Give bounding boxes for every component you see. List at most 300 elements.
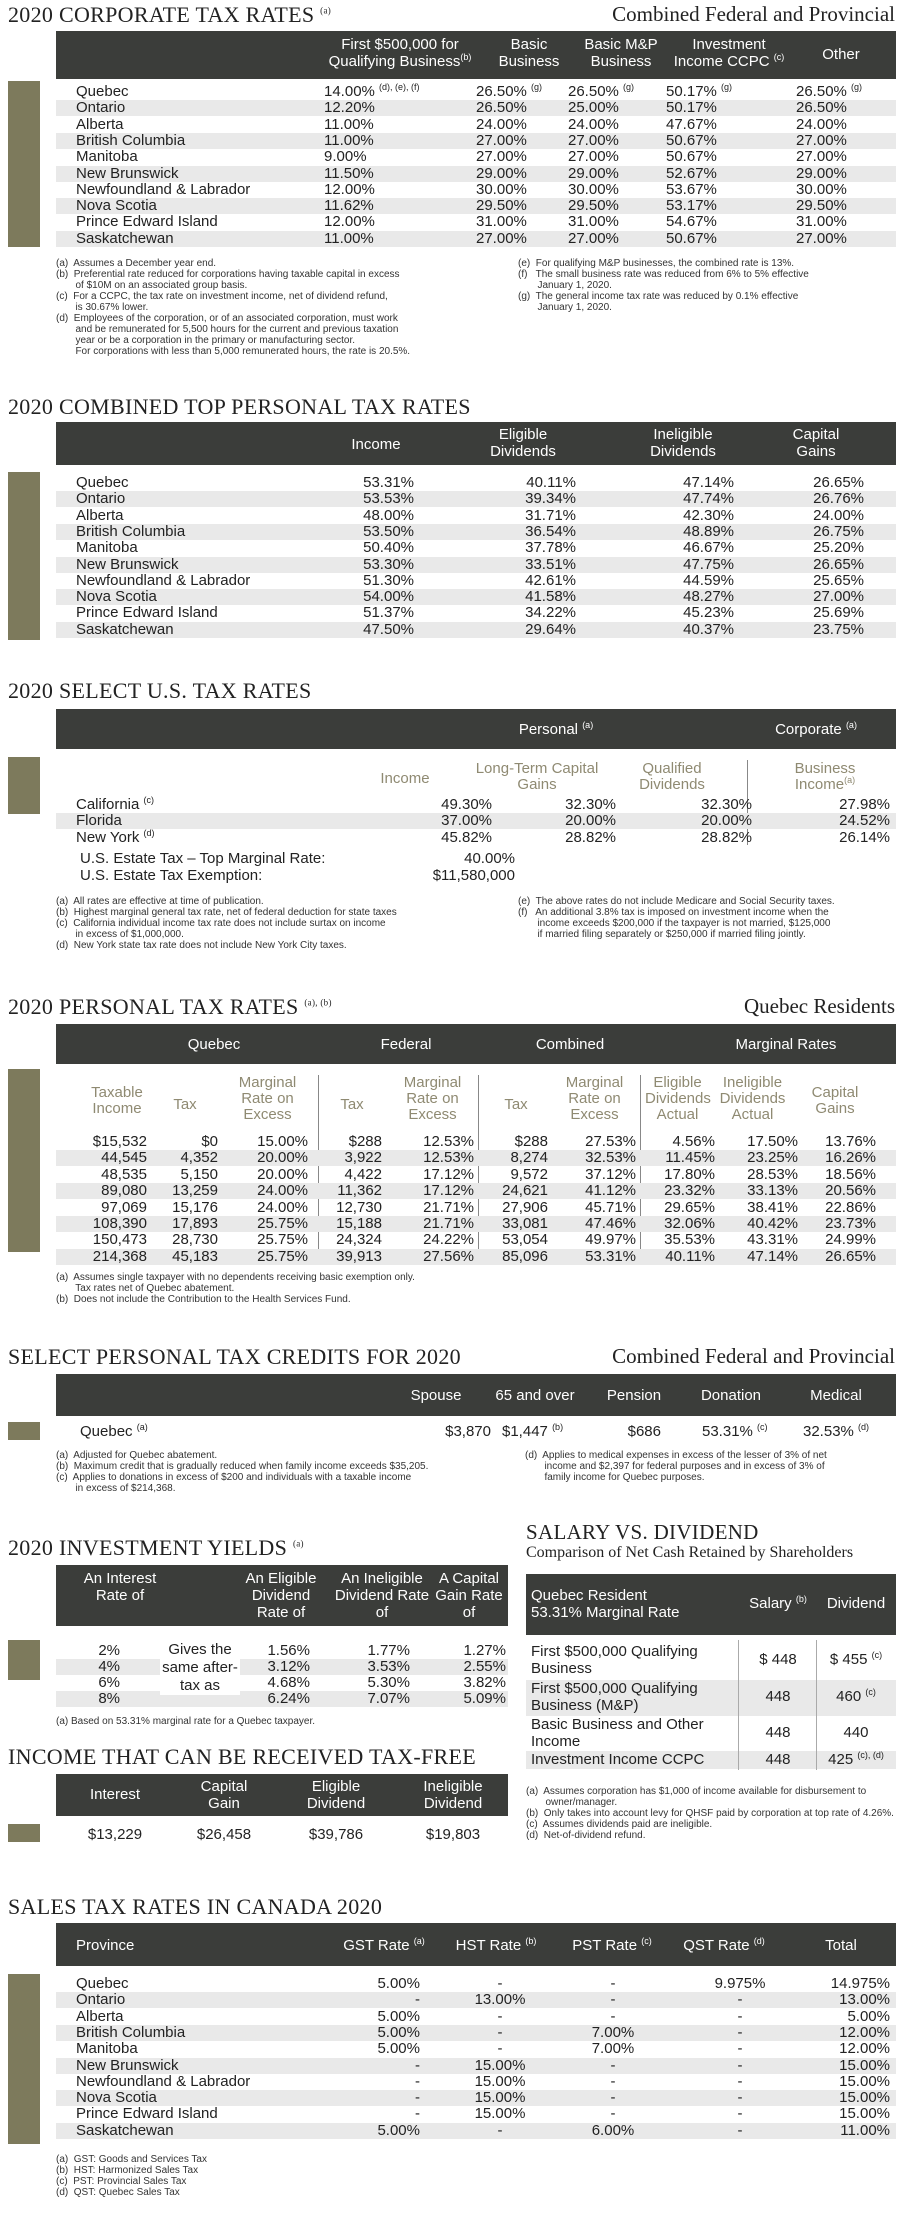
cell: 47.14% [747, 1247, 798, 1265]
row-label: Basic Business and Other Income [531, 1716, 704, 1750]
cell: - [737, 2040, 743, 2058]
table-row [56, 166, 896, 182]
table-row [56, 540, 896, 556]
col-header: Marginal Rate on Excess [403, 1074, 462, 1123]
table-row [56, 622, 896, 638]
cell: 11.00% [840, 2121, 890, 2139]
cell: 2% [98, 1642, 120, 1659]
cell: 48.89% [683, 522, 734, 540]
province-label: Quebec [76, 474, 129, 491]
cell [666, 166, 717, 182]
cell-text: 25.00% [568, 99, 619, 117]
footnote-line: (c) For a CCPC, the tax rate on investment income, net of dividend refund, [56, 291, 388, 302]
cell: $19,803 [425, 1826, 481, 1843]
cell-text: 425 [828, 1751, 854, 1768]
table-row [56, 1249, 896, 1265]
col-header: Qualified Dividends [639, 760, 705, 793]
state-label-text: California [76, 796, 140, 813]
cell: 32.53% [585, 1149, 636, 1167]
province-label: New Brunswick [76, 555, 179, 573]
col-header: Marginal Rate on Excess [565, 1074, 624, 1123]
cell: - [610, 2056, 616, 2074]
cell: 53.53% [363, 490, 414, 508]
table-row [56, 1827, 508, 1843]
province-label: New Brunswick [76, 164, 179, 182]
cell: 24.99% [825, 1231, 876, 1249]
cell: 3,922 [344, 1149, 382, 1167]
cell: 32.06% [664, 1215, 715, 1232]
footnote-line: income and $2,397 for federal purposes and in excess of 3% of [525, 1461, 825, 1472]
cell: $15,532 [92, 1133, 147, 1150]
cell: 23.32% [664, 1182, 715, 1200]
cell: 6% [98, 1674, 120, 1691]
cell-text: 12.00% [324, 180, 375, 198]
table-header [56, 1374, 896, 1416]
section-title: INCOME THAT CAN BE RECEIVED TAX-FREE [8, 1744, 476, 1769]
cell: 25.69% [813, 604, 864, 622]
cell: 22.86% [825, 1198, 876, 1216]
table-header [526, 1574, 896, 1635]
cell: 47.50% [363, 620, 414, 638]
table-row [56, 1150, 896, 1166]
cell-text: $1,447 [502, 1423, 548, 1440]
table-row [526, 1680, 896, 1716]
cell [568, 231, 619, 247]
section-subtitle: Combined Federal and Provincial [612, 2, 895, 26]
section-title: 2020 COMBINED TOP PERSONAL TAX RATES [8, 394, 471, 419]
col-header [314, 36, 486, 70]
cell: $39,786 [308, 1826, 364, 1843]
cell [666, 214, 717, 230]
cell [476, 214, 527, 230]
cell: 40.11% [526, 474, 576, 491]
province-label: Alberta [76, 506, 124, 524]
cell: 150,473 [92, 1231, 147, 1249]
cell: 26.75% [813, 522, 864, 540]
col-header: Interest [89, 1786, 141, 1803]
state-label-sup: (c) [143, 795, 155, 805]
footnote-line: (b) Does not include the Contribution to the Health Services Fund. [56, 1294, 351, 1305]
province-label: Alberta [76, 2007, 124, 2025]
cell-text: 31.00% [568, 213, 619, 231]
cell: 20.00% [257, 1165, 308, 1183]
footnote-line: (a) Assumes a December year end. [56, 258, 217, 269]
cell-text: 29.00% [796, 164, 847, 182]
cell: 47.14% [683, 474, 734, 491]
footnotes-right [518, 896, 898, 940]
cell: 42.30% [683, 506, 734, 524]
footnote-line: in excess of $1,000,000. [56, 929, 184, 940]
footnotes-left [56, 1450, 496, 1494]
cell: 40.42% [747, 1215, 798, 1232]
cell-text: 12.20% [324, 99, 375, 117]
footnote-line: if married filing separately or $250,000 if married filing jointly. [518, 929, 806, 940]
cell: 5,150 [180, 1165, 218, 1183]
cell: 53.50% [363, 522, 414, 540]
cell: 41.12% [585, 1182, 636, 1200]
cell: 34.22% [525, 604, 576, 622]
cell-text: 26.50% [796, 99, 847, 117]
cell: 24.22% [423, 1231, 474, 1249]
cell [666, 231, 717, 247]
cell: 6.24% [267, 1690, 310, 1707]
cell: 20.00% [701, 812, 752, 830]
cell [324, 100, 375, 116]
cell-text: 26.50% [476, 99, 527, 117]
table-row [56, 1643, 508, 1659]
cell: 20.00% [565, 812, 616, 830]
cell [568, 149, 619, 165]
cell: 5.00% [377, 2040, 420, 2058]
footnote-line: (d) New York state tax rate does not include New York City taxes. [56, 940, 347, 951]
cell: 27.53% [585, 1133, 636, 1150]
cell-text: 50.67% [666, 229, 717, 247]
footnote-line: (a) All rates are effective at time of publication. [56, 896, 264, 907]
col-header: Capital Gains [792, 426, 840, 460]
cell-text: 30.00% [476, 180, 527, 198]
table-row [56, 1167, 896, 1183]
province-label: Newfoundland & Labrador [76, 180, 251, 198]
section-title [8, 994, 332, 1020]
table-row [56, 589, 896, 605]
estate-exemption-row [80, 867, 515, 884]
cell: 12.00% [839, 2023, 890, 2041]
col-header: Long-Term Capital Gains [475, 760, 599, 793]
cell: 17.50% [747, 1133, 798, 1150]
cell: 43.31% [747, 1231, 798, 1249]
cell: - [610, 2105, 616, 2123]
cell [702, 1424, 768, 1440]
col-header: Ineligible Dividends Actual [719, 1074, 786, 1123]
cell: 24,621 [502, 1182, 548, 1200]
footnote-line: (d) QST: Quebec Sales Tax [56, 2187, 180, 2198]
table-row [56, 573, 896, 589]
cell: 12.53% [423, 1149, 474, 1167]
cell-text: 50.17% [666, 99, 717, 117]
footnotes-left [56, 258, 456, 357]
estate-value: $11,580,000 [432, 867, 515, 884]
cell: 27.98% [839, 796, 890, 813]
table-row [56, 827, 896, 846]
cell: - [415, 2105, 420, 2123]
table-row [56, 491, 896, 507]
footnote-line: (b) Only takes into account levy for QHSF paid by corporation at top rate of 4.26%. [526, 1808, 894, 1819]
cell: $288 [348, 1133, 382, 1150]
cell: 13.00% [474, 1991, 526, 2009]
cell-text: 26.50% [796, 83, 847, 100]
col-header: Quebec Resident 53.31% Marginal Rate [531, 1587, 680, 1621]
cell-text: 27.00% [796, 131, 847, 149]
col-header-text: HST Rate [455, 1937, 522, 1954]
row-label [80, 1424, 148, 1440]
col-header [738, 1595, 818, 1612]
table-row [56, 1232, 896, 1248]
cell: 13.76% [825, 1133, 876, 1150]
province-label: Quebec [76, 1975, 129, 1992]
footnote-line: and be remunerated for 5,500 hours for the current and previous taxation [56, 324, 399, 335]
cell: 32.30% [565, 796, 616, 813]
province-label: Nova Scotia [76, 197, 157, 215]
group-header: Marginal Rates [735, 1036, 837, 1053]
cell: 29.64% [525, 620, 576, 638]
cell: - [737, 2105, 743, 2123]
table-row [526, 1751, 896, 1769]
cell: 26.65% [813, 555, 864, 573]
cell: 48.00% [363, 506, 414, 524]
table-header [56, 31, 896, 79]
cell: $26,458 [196, 1826, 252, 1843]
table-row [56, 231, 896, 247]
col-header-text: Business Income [794, 760, 856, 793]
cell: 24,324 [336, 1231, 382, 1249]
table-row [56, 2090, 896, 2106]
footnote-line: January 1, 2020. [518, 302, 612, 313]
table-header [56, 1923, 896, 1966]
cell: 40.11% [665, 1247, 715, 1265]
footnote-line: (e) The above rates do not include Medicare and Social Security taxes. [518, 896, 835, 907]
cell [324, 198, 374, 214]
col-header [334, 1937, 434, 1954]
table-row [56, 182, 896, 198]
cell: 45,183 [172, 1247, 218, 1265]
state-label [76, 827, 155, 846]
cell [796, 133, 847, 149]
table-header [56, 1774, 508, 1816]
cell: 44,545 [101, 1149, 147, 1167]
olive-marker [8, 81, 40, 247]
province-label: Prince Edward Island [76, 213, 218, 231]
cell: 2.55% [463, 1658, 506, 1675]
cell [568, 182, 619, 198]
group-personal [476, 721, 636, 738]
table-row [56, 475, 896, 491]
cell: - [497, 2040, 503, 2058]
table-row [56, 605, 896, 621]
cell: 47.46% [585, 1215, 636, 1232]
cell: 53.31% [363, 474, 414, 491]
group-text: Personal [518, 721, 579, 738]
footnote-line: (b) Highest marginal general tax rate, net of federal deduction for state taxes [56, 907, 397, 918]
group-text: Corporate [775, 721, 842, 738]
col-header: Donation [700, 1387, 762, 1404]
cell: 53,054 [502, 1231, 548, 1249]
cell: 49.30% [441, 796, 492, 813]
cell: 4,352 [180, 1149, 218, 1167]
province-label: Saskatchewan [76, 2121, 174, 2139]
province-label: Quebec [76, 83, 129, 100]
title-sup: (a) [292, 1538, 304, 1549]
col-header: Basic Business [498, 36, 560, 70]
section-title: 2020 SELECT U.S. TAX RATES [8, 678, 312, 703]
col-header: An Ineligible Dividend Rate of [334, 1570, 430, 1621]
row-label: First $500,000 Qualifying Business (M&P) [531, 1680, 698, 1714]
cell-text: 29.50% [568, 197, 619, 215]
cell: 214,368 [92, 1247, 147, 1265]
col-header: Eligible Dividends Actual [645, 1074, 711, 1123]
cell-text: 53.31% [702, 1423, 753, 1440]
cell: - [737, 1991, 743, 2009]
dividend-cell [816, 1724, 896, 1741]
cell: - [415, 2089, 420, 2107]
state-label-text: Florida [76, 812, 122, 830]
province-label: New Brunswick [76, 2056, 179, 2074]
cell-text: 29.50% [476, 197, 527, 215]
cell: 11.45% [665, 1149, 715, 1167]
col-header-text: GST Rate [343, 1937, 410, 1954]
cell-text: 30.00% [796, 180, 847, 198]
cell-text: 27.00% [796, 148, 847, 166]
salary-cell: 448 [765, 1688, 791, 1705]
cell-text: 460 [836, 1688, 862, 1705]
cell-sup: (d) [858, 1422, 870, 1432]
cell: 8% [98, 1690, 120, 1707]
cell: 48.27% [683, 588, 734, 606]
cell-sup: (c), (d) [857, 1750, 884, 1760]
olive-marker [8, 1640, 40, 1680]
cell: 89,080 [101, 1182, 147, 1200]
table-row [56, 1183, 896, 1199]
row-label-text: Quebec [80, 1423, 133, 1440]
estate-label: U.S. Estate Tax – Top Marginal Rate: [80, 850, 326, 867]
table-row [56, 1659, 508, 1675]
cell: 31.71% [525, 506, 576, 524]
table-row [56, 2074, 896, 2090]
table-row [56, 1216, 896, 1232]
cell [796, 198, 847, 214]
cell: 45.82% [441, 828, 492, 846]
province-label: Ontario [76, 1991, 126, 2009]
cell: $288 [514, 1133, 548, 1150]
estate-value: 40.00% [464, 850, 515, 867]
cell-text: 12.00% [324, 213, 375, 231]
cell-text: 50.17% [666, 83, 717, 100]
cell [796, 182, 847, 198]
title-text: 2020 CORPORATE TAX RATES [8, 2, 315, 27]
cell: 13.00% [839, 1991, 890, 2009]
state-label [76, 797, 154, 813]
cell-text: 50.67% [666, 131, 717, 149]
cell: 28.82% [565, 828, 616, 846]
col-header-sup: (a) [844, 775, 856, 785]
cell: 25.75% [257, 1215, 308, 1232]
footnote-line: is 30.67% lower. [56, 302, 149, 313]
cell: 14.975% [830, 1975, 890, 1992]
cell: - [610, 2007, 616, 2025]
cell: 13,259 [172, 1182, 218, 1200]
dividend-cell [816, 1688, 896, 1705]
cell: 50.40% [363, 539, 414, 557]
cell: 25.75% [257, 1231, 308, 1249]
cell: 49.97% [585, 1231, 636, 1249]
province-label: Nova Scotia [76, 588, 157, 606]
table-row [56, 1691, 508, 1707]
cell: 15.00% [257, 1133, 308, 1150]
cell [568, 100, 619, 116]
cell: - [610, 2089, 616, 2107]
footnote-line: in excess of $214,368. [56, 1483, 176, 1494]
cell: - [737, 2023, 743, 2041]
cell: 1.77% [367, 1642, 410, 1659]
province-label: Manitoba [76, 148, 138, 166]
cell [666, 149, 717, 165]
footnote-line: January 1, 2020. [518, 280, 612, 291]
col-header [562, 1937, 662, 1954]
cell-text: 53.17% [666, 197, 717, 215]
olive-marker [8, 1422, 40, 1440]
column-divider [816, 1640, 817, 1770]
cell: 33.51% [525, 555, 576, 573]
cell: 48,535 [101, 1165, 147, 1183]
cell: 41.58% [525, 588, 576, 606]
footnotes-right [518, 258, 898, 313]
cell: 32.30% [701, 796, 752, 813]
footnote-line: (a) Assumes corporation has $1,000 of income available for disbursement to [526, 1786, 867, 1797]
state-label [76, 813, 122, 829]
table-row [56, 100, 896, 116]
table-row [56, 1976, 896, 1992]
cell: 15.00% [839, 2089, 890, 2107]
table-row [56, 198, 896, 214]
cell: 12.53% [423, 1133, 474, 1150]
cell: 1.27% [463, 1642, 506, 1659]
cell [476, 166, 527, 182]
col-header-text: Investment Income CCPC [673, 36, 770, 70]
col-header: Eligible Dividends [490, 426, 556, 460]
cell [476, 182, 527, 198]
cell [324, 231, 374, 247]
cell: - [737, 2072, 743, 2090]
footnote-line: (a) GST: Goods and Services Tax [56, 2154, 207, 2165]
cell [568, 198, 619, 214]
cell-text: 50.67% [666, 148, 717, 166]
cell [796, 149, 847, 165]
cell: 15.00% [474, 2072, 526, 2090]
cell-text: 27.00% [476, 148, 527, 166]
cell: 28.82% [701, 828, 752, 846]
cell-text: 440 [843, 1724, 869, 1741]
cell-text: 31.00% [796, 213, 847, 231]
cell: 26.14% [839, 828, 890, 846]
cell-text: 27.00% [568, 148, 619, 166]
section-title: SALARY VS. DIVIDEND [526, 1520, 759, 1544]
footnote-line: (c) Assumes dividends paid are ineligible. [526, 1819, 713, 1830]
cell: - [610, 2072, 616, 2090]
section-subtitle: Quebec Residents [743, 994, 895, 1018]
cell: 26.76% [813, 490, 864, 508]
cell: 24.00% [257, 1198, 308, 1216]
cell: 33.13% [747, 1182, 798, 1200]
cell-text: 11.00% [324, 115, 374, 133]
cell-text: 11.50% [324, 164, 374, 182]
province-label: Manitoba [76, 2040, 138, 2058]
cell: 15.00% [839, 2056, 890, 2074]
cell: 5.00% [377, 2023, 420, 2041]
cell: - [497, 1975, 503, 1992]
cell: 39.34% [525, 490, 576, 508]
cell: 27,906 [502, 1198, 548, 1216]
cell-text: 30.00% [568, 180, 619, 198]
cell [568, 166, 619, 182]
col-header: Province [76, 1937, 135, 1954]
province-label: Newfoundland & Labrador [76, 2072, 251, 2090]
cell: $686 [627, 1423, 661, 1440]
cell: 24.52% [839, 812, 890, 830]
cell: 37.00% [441, 812, 492, 830]
olive-marker [8, 1974, 40, 2144]
cell: - [610, 1991, 616, 2009]
cell: 28.53% [747, 1165, 798, 1183]
cell-text: 29.00% [568, 164, 619, 182]
